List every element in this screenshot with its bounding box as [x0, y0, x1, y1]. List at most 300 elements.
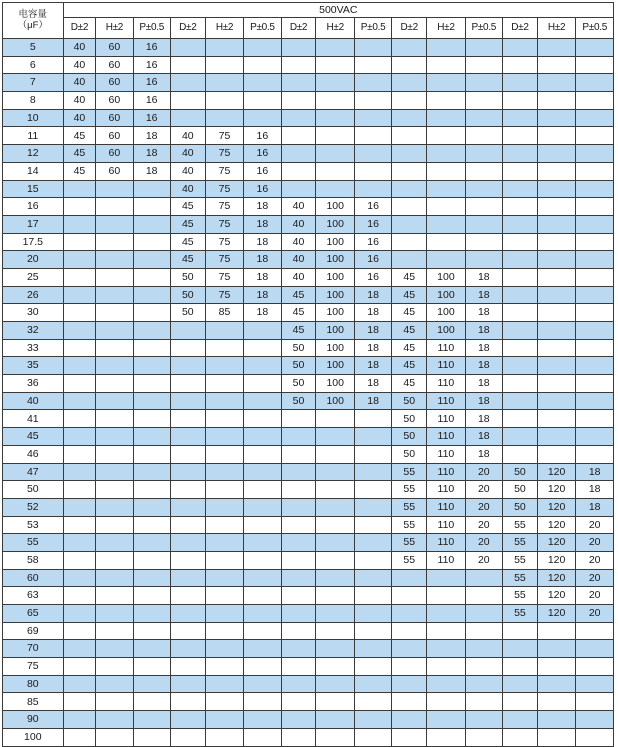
dimension-cell — [133, 534, 170, 552]
dimension-cell: 55 — [392, 551, 427, 569]
dimension-cell: 16 — [244, 127, 281, 145]
dimension-cell — [502, 640, 537, 658]
dimension-cell: 16 — [133, 56, 170, 74]
dimension-cell — [465, 622, 502, 640]
dimension-cell — [502, 410, 537, 428]
dimension-cell — [96, 215, 133, 233]
dimension-cell — [576, 622, 614, 640]
dimension-cell — [244, 534, 281, 552]
dimension-cell — [576, 428, 614, 446]
dimension-cell — [354, 551, 391, 569]
table-row — [3, 569, 614, 587]
dimension-cell — [392, 675, 427, 693]
dimension-cell — [354, 658, 391, 676]
dimension-cell: 18 — [465, 286, 502, 304]
capacitance-cell: 85 — [3, 693, 64, 711]
dimension-cell — [316, 145, 354, 163]
dimension-cell — [281, 39, 316, 57]
dimension-cell — [205, 569, 243, 587]
table-row — [3, 215, 614, 233]
dimension-cell — [392, 605, 427, 623]
dimension-cell: 100 — [316, 251, 354, 269]
dimension-cell — [244, 587, 281, 605]
dimension-cell — [316, 39, 354, 57]
capacitance-cell: 41 — [3, 410, 64, 428]
dimension-cell — [170, 322, 205, 340]
dimension-cell — [96, 711, 133, 729]
dimension-cell — [63, 215, 96, 233]
capacitance-cell: 90 — [3, 711, 64, 729]
dimension-cell: 60 — [96, 56, 133, 74]
capacitance-cell: 30 — [3, 304, 64, 322]
dimension-cell: 45 — [63, 162, 96, 180]
dimension-cell: 18 — [465, 392, 502, 410]
dimension-header: H±2 — [427, 18, 465, 39]
dimension-cell: 120 — [537, 551, 575, 569]
dimension-cell: 16 — [244, 180, 281, 198]
dimension-cell — [170, 675, 205, 693]
dimension-cell — [427, 233, 465, 251]
dimension-cell: 50 — [392, 392, 427, 410]
dimension-cell: 75 — [205, 233, 243, 251]
table-row — [3, 675, 614, 693]
dimension-cell — [133, 605, 170, 623]
dimension-header: H±2 — [537, 18, 575, 39]
dimension-cell — [244, 109, 281, 127]
dimension-cell: 120 — [537, 587, 575, 605]
dimension-cell: 50 — [170, 268, 205, 286]
dimension-cell — [170, 339, 205, 357]
dimension-cell: 50 — [392, 410, 427, 428]
dimension-cell — [281, 551, 316, 569]
dimension-cell: 75 — [205, 180, 243, 198]
dimension-cell — [63, 675, 96, 693]
dimension-cell: 45 — [392, 304, 427, 322]
dimension-cell — [96, 640, 133, 658]
dimension-cell — [170, 410, 205, 428]
dimension-cell — [465, 74, 502, 92]
dimension-header: D±2 — [281, 18, 316, 39]
dimension-cell — [244, 640, 281, 658]
dimension-cell: 75 — [205, 268, 243, 286]
dimension-cell: 18 — [465, 304, 502, 322]
dimension-cell — [316, 675, 354, 693]
dimension-cell — [96, 463, 133, 481]
dimension-cell — [537, 693, 575, 711]
dimension-cell — [63, 304, 96, 322]
dimension-cell — [502, 268, 537, 286]
table-row — [3, 162, 614, 180]
dimension-cell: 18 — [354, 375, 391, 393]
dimension-cell: 18 — [465, 375, 502, 393]
dimension-cell — [354, 180, 391, 198]
dimension-cell: 18 — [244, 198, 281, 216]
dimension-cell: 55 — [502, 587, 537, 605]
dimension-cell — [244, 375, 281, 393]
dimension-cell — [537, 74, 575, 92]
capacitance-cell: 47 — [3, 463, 64, 481]
dimension-cell — [63, 516, 96, 534]
dimension-cell — [392, 640, 427, 658]
dimension-cell: 50 — [502, 498, 537, 516]
dimension-cell: 120 — [537, 569, 575, 587]
dimension-cell — [96, 569, 133, 587]
dimension-cell: 16 — [244, 145, 281, 163]
dimension-cell — [281, 640, 316, 658]
dimension-cell — [96, 728, 133, 746]
table-row — [3, 728, 614, 746]
dimension-cell — [205, 534, 243, 552]
dimension-cell — [316, 587, 354, 605]
dimension-cell: 100 — [427, 304, 465, 322]
dimension-cell: 40 — [170, 127, 205, 145]
table-row — [3, 251, 614, 269]
dimension-cell — [205, 322, 243, 340]
dimension-cell — [205, 605, 243, 623]
dimension-cell: 55 — [502, 605, 537, 623]
dimension-cell — [96, 392, 133, 410]
dimension-header: P±0.5 — [244, 18, 281, 39]
dimension-cell — [205, 622, 243, 640]
dimension-cell — [354, 56, 391, 74]
dimension-cell — [63, 658, 96, 676]
dimension-cell — [96, 622, 133, 640]
dimension-cell — [537, 39, 575, 57]
dimension-cell — [316, 410, 354, 428]
dimension-cell — [205, 551, 243, 569]
dimension-cell: 60 — [96, 39, 133, 57]
dimension-cell — [205, 693, 243, 711]
dimension-cell — [205, 728, 243, 746]
dimension-cell — [354, 640, 391, 658]
dimension-cell: 18 — [244, 251, 281, 269]
dimension-cell: 20 — [465, 498, 502, 516]
capacitance-cell: 60 — [3, 569, 64, 587]
dimension-cell — [96, 693, 133, 711]
dimension-cell: 16 — [133, 92, 170, 110]
dimension-cell: 100 — [316, 286, 354, 304]
dimension-cell — [205, 481, 243, 499]
dimension-cell — [316, 551, 354, 569]
dimension-cell — [170, 428, 205, 446]
dimension-cell: 40 — [281, 215, 316, 233]
table-row — [3, 145, 614, 163]
dimension-cell — [96, 410, 133, 428]
dimension-cell — [96, 180, 133, 198]
dimension-cell — [205, 92, 243, 110]
dimension-cell — [170, 711, 205, 729]
dimension-cell — [205, 392, 243, 410]
dimension-cell: 75 — [205, 215, 243, 233]
dimension-cell: 100 — [427, 322, 465, 340]
dimension-cell — [392, 215, 427, 233]
dimension-cell — [244, 322, 281, 340]
dimension-cell — [354, 445, 391, 463]
dimension-cell — [316, 463, 354, 481]
capacitance-cell: 55 — [3, 534, 64, 552]
table-row — [3, 304, 614, 322]
dimension-cell: 100 — [316, 339, 354, 357]
dimension-cell: 110 — [427, 410, 465, 428]
dimension-cell — [170, 728, 205, 746]
dimension-cell — [281, 109, 316, 127]
dimension-cell — [502, 233, 537, 251]
dimension-cell — [392, 711, 427, 729]
dimension-cell — [133, 428, 170, 446]
dimension-cell — [427, 39, 465, 57]
dimension-cell — [133, 215, 170, 233]
dimension-cell — [133, 463, 170, 481]
dimension-cell — [502, 675, 537, 693]
dimension-cell: 120 — [537, 481, 575, 499]
dimension-cell — [427, 92, 465, 110]
dimension-cell: 55 — [502, 551, 537, 569]
dimension-cell: 100 — [316, 322, 354, 340]
dimension-cell — [133, 304, 170, 322]
dimension-cell: 110 — [427, 428, 465, 446]
dimension-cell — [465, 658, 502, 676]
dimension-cell — [354, 711, 391, 729]
table-row — [3, 498, 614, 516]
dimension-cell — [63, 587, 96, 605]
table-row — [3, 481, 614, 499]
dimension-cell — [205, 428, 243, 446]
dimension-header: P±0.5 — [133, 18, 170, 39]
table-row — [3, 180, 614, 198]
dimension-cell — [316, 622, 354, 640]
dimension-cell — [502, 304, 537, 322]
dimension-cell: 120 — [537, 605, 575, 623]
dimension-cell — [281, 605, 316, 623]
dimension-cell — [205, 516, 243, 534]
table-row — [3, 693, 614, 711]
capacitance-cell: 10 — [3, 109, 64, 127]
dimension-cell: 45 — [392, 286, 427, 304]
dimension-cell — [537, 357, 575, 375]
dimension-cell — [354, 481, 391, 499]
dimension-cell — [281, 56, 316, 74]
dimension-cell: 18 — [576, 481, 614, 499]
dimension-cell — [96, 428, 133, 446]
dimension-cell — [502, 392, 537, 410]
capacitance-header-label: 电容量 — [18, 8, 48, 20]
dimension-cell — [244, 92, 281, 110]
dimension-cell: 45 — [392, 357, 427, 375]
capacitance-cell: 40 — [3, 392, 64, 410]
dimension-cell: 75 — [205, 286, 243, 304]
dimension-cell — [465, 56, 502, 74]
dimension-cell — [576, 162, 614, 180]
dimension-cell — [537, 711, 575, 729]
dimension-cell — [170, 92, 205, 110]
dimension-cell — [576, 74, 614, 92]
dimension-cell: 18 — [244, 215, 281, 233]
dimension-cell — [427, 675, 465, 693]
table-row — [3, 56, 614, 74]
dimension-cell: 18 — [244, 268, 281, 286]
dimension-cell — [205, 711, 243, 729]
dimension-cell: 60 — [96, 145, 133, 163]
dimension-cell — [354, 92, 391, 110]
dimension-header: P±0.5 — [354, 18, 391, 39]
dimension-cell — [170, 640, 205, 658]
dimension-cell: 100 — [316, 392, 354, 410]
dimension-cell — [63, 463, 96, 481]
dimension-cell — [133, 728, 170, 746]
dimension-cell — [170, 534, 205, 552]
dimension-cell: 100 — [316, 375, 354, 393]
dimension-cell: 18 — [354, 392, 391, 410]
dimension-cell — [427, 56, 465, 74]
dimension-cell — [244, 605, 281, 623]
dimension-cell: 75 — [205, 251, 243, 269]
dimension-cell — [576, 286, 614, 304]
dimension-cell — [465, 145, 502, 163]
dimension-cell — [96, 498, 133, 516]
dimension-cell: 110 — [427, 357, 465, 375]
dimension-cell — [281, 569, 316, 587]
dimension-cell — [392, 658, 427, 676]
dimension-cell: 45 — [281, 322, 316, 340]
dimension-cell: 50 — [281, 375, 316, 393]
dimension-cell: 18 — [354, 286, 391, 304]
dimension-cell — [170, 392, 205, 410]
dimension-cell — [537, 286, 575, 304]
dimension-cell — [537, 322, 575, 340]
dimension-cell — [316, 498, 354, 516]
dimension-cell — [465, 569, 502, 587]
capacitance-cell: 36 — [3, 375, 64, 393]
dimension-cell: 100 — [316, 215, 354, 233]
dimension-cell — [465, 605, 502, 623]
dimension-cell — [576, 640, 614, 658]
dimension-cell — [502, 39, 537, 57]
dimension-header: P±0.5 — [576, 18, 614, 39]
dimension-cell — [244, 428, 281, 446]
capacitance-cell: 11 — [3, 127, 64, 145]
dimension-cell — [205, 445, 243, 463]
dimension-cell: 16 — [354, 251, 391, 269]
dimension-cell — [354, 605, 391, 623]
dimension-header: H±2 — [205, 18, 243, 39]
dimension-cell — [537, 445, 575, 463]
dimension-cell — [537, 640, 575, 658]
dimension-cell — [244, 74, 281, 92]
dimension-cell: 40 — [281, 251, 316, 269]
dimension-cell — [316, 693, 354, 711]
dimension-cell — [465, 92, 502, 110]
dimension-cell — [63, 410, 96, 428]
dimension-cell — [63, 268, 96, 286]
dimension-cell — [133, 658, 170, 676]
dimension-cell: 45 — [392, 322, 427, 340]
dimension-cell: 50 — [392, 428, 427, 446]
table-row — [3, 127, 614, 145]
dimension-cell — [244, 357, 281, 375]
dimension-cell — [465, 675, 502, 693]
dimension-cell — [576, 198, 614, 216]
dimension-cell — [576, 251, 614, 269]
dimension-cell — [537, 215, 575, 233]
dimension-cell: 100 — [316, 198, 354, 216]
dimension-cell: 20 — [576, 534, 614, 552]
dimension-cell — [537, 233, 575, 251]
dimension-cell — [576, 268, 614, 286]
dimension-cell — [63, 198, 96, 216]
dimension-cell — [537, 268, 575, 286]
dimension-cell — [392, 56, 427, 74]
dimension-cell — [502, 728, 537, 746]
dimension-cell — [281, 534, 316, 552]
table-row — [3, 322, 614, 340]
voltage-header: 500VAC — [63, 3, 613, 18]
dimension-cell — [244, 728, 281, 746]
table-row — [3, 516, 614, 534]
dimension-cell — [281, 728, 316, 746]
dimension-cell: 18 — [465, 357, 502, 375]
dimension-cell — [354, 622, 391, 640]
dimension-cell: 20 — [576, 569, 614, 587]
dimension-cell — [170, 463, 205, 481]
dimension-cell — [63, 339, 96, 357]
dimension-header: D±2 — [63, 18, 96, 39]
spec-table-container — [2, 2, 614, 747]
dimension-cell — [244, 39, 281, 57]
dimension-cell: 16 — [354, 198, 391, 216]
dimension-cell — [465, 198, 502, 216]
dimension-cell — [281, 145, 316, 163]
dimension-cell — [576, 375, 614, 393]
capacitance-cell: 53 — [3, 516, 64, 534]
dimension-cell: 60 — [96, 162, 133, 180]
dimension-cell — [170, 56, 205, 74]
dimension-cell — [63, 534, 96, 552]
dimension-cell — [63, 569, 96, 587]
dimension-cell — [392, 109, 427, 127]
dimension-cell — [133, 569, 170, 587]
dimension-cell — [316, 534, 354, 552]
dimension-cell — [205, 39, 243, 57]
dimension-cell — [281, 622, 316, 640]
dimension-cell — [170, 498, 205, 516]
dimension-cell: 75 — [205, 198, 243, 216]
dimension-cell — [205, 675, 243, 693]
dimension-cell — [205, 410, 243, 428]
dimension-cell — [576, 127, 614, 145]
dimension-cell — [537, 162, 575, 180]
dimension-cell — [96, 286, 133, 304]
dimension-cell — [205, 109, 243, 127]
capacitance-cell: 32 — [3, 322, 64, 340]
dimension-cell — [244, 445, 281, 463]
dimension-cell — [133, 392, 170, 410]
dimension-cell: 16 — [244, 162, 281, 180]
dimension-cell — [316, 481, 354, 499]
dimension-cell — [244, 516, 281, 534]
dimension-cell: 100 — [316, 304, 354, 322]
dimension-cell — [465, 127, 502, 145]
table-row — [3, 622, 614, 640]
dimension-cell: 20 — [576, 551, 614, 569]
dimension-cell — [96, 605, 133, 623]
dimension-cell — [502, 357, 537, 375]
dimension-cell — [576, 109, 614, 127]
dimension-cell — [133, 675, 170, 693]
dimension-cell: 18 — [465, 428, 502, 446]
dimension-cell: 55 — [502, 569, 537, 587]
dimension-cell — [427, 145, 465, 163]
dimension-cell: 110 — [427, 463, 465, 481]
